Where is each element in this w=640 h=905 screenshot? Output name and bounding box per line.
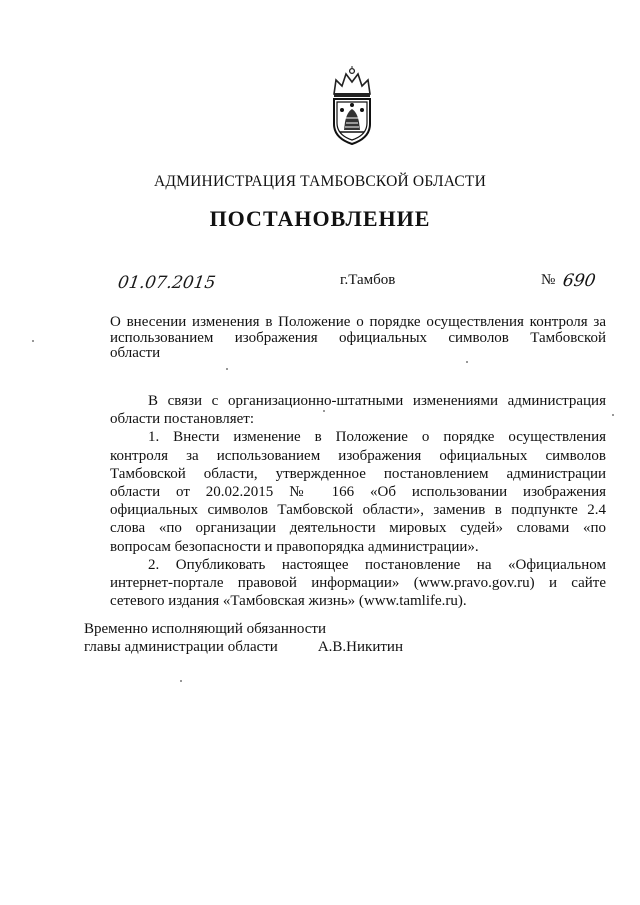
scan-speck bbox=[466, 361, 468, 363]
document-number: 690 bbox=[561, 271, 597, 291]
scan-speck bbox=[323, 410, 325, 412]
body-line: 1. Внести изменение в Положение о порядке осуществления bbox=[148, 429, 606, 446]
document-date: 01.07.2015 bbox=[116, 273, 217, 293]
document-city: г.Тамбов bbox=[340, 272, 396, 288]
subject-line: области bbox=[110, 345, 161, 361]
body-line: контроля за использованием изображения официальных символов bbox=[110, 447, 606, 464]
body-line: 2. Опубликовать настоящее постановление на «Официальном bbox=[148, 556, 606, 573]
subject-line: использованием изображения официальных символов Тамбовской bbox=[110, 330, 606, 346]
document-number-label: № bbox=[541, 272, 556, 288]
document-subject bbox=[110, 315, 606, 362]
body-line: официальных символов Тамбовской области», заменив в подпункте 2.4 bbox=[110, 502, 606, 519]
body-line: области постановляет: bbox=[110, 411, 255, 428]
signature-block bbox=[84, 620, 504, 656]
scan-speck bbox=[32, 340, 34, 342]
document-type-title: ПОСТАНОВЛЕНИЕ bbox=[209, 206, 431, 231]
scan-speck bbox=[612, 414, 614, 416]
body-line: области от 20.02.2015 № 166 «Об использовании изображения bbox=[110, 484, 606, 501]
body-line: В связи с организационно-штатными изменениями администрация bbox=[148, 393, 606, 409]
body-line: слова «по организации деятельности мировых судей» словами «по bbox=[110, 520, 606, 537]
body-line: Тамбовской области, утвержденное постановлением администрации bbox=[110, 465, 606, 482]
tambov-coat-of-arms-icon bbox=[326, 66, 378, 146]
signer-position-line1: Временно исполняющий обязанности bbox=[84, 621, 327, 637]
signer-position-line2: главы администрации области bbox=[84, 639, 278, 655]
body-line: интернет-портале правовой информации» (www.pravo.gov.ru) и сайте bbox=[110, 575, 606, 592]
subject-line: О внесении изменения в Положение о порядке осуществления контроля за bbox=[110, 315, 606, 330]
signer-name: А.В.Никитин bbox=[317, 639, 403, 655]
organization-heading: АДМИНИСТРАЦИЯ ТАМБОВСКОЙ ОБЛАСТИ bbox=[154, 173, 486, 190]
scan-speck bbox=[180, 680, 182, 682]
scan-speck bbox=[226, 368, 228, 370]
document-body bbox=[110, 392, 606, 610]
body-line: вопросам безопасности и правопорядка администрации». bbox=[110, 538, 479, 555]
body-line: сетевого издания «Тамбовская жизнь» (www.tamlife.ru). bbox=[110, 593, 467, 610]
